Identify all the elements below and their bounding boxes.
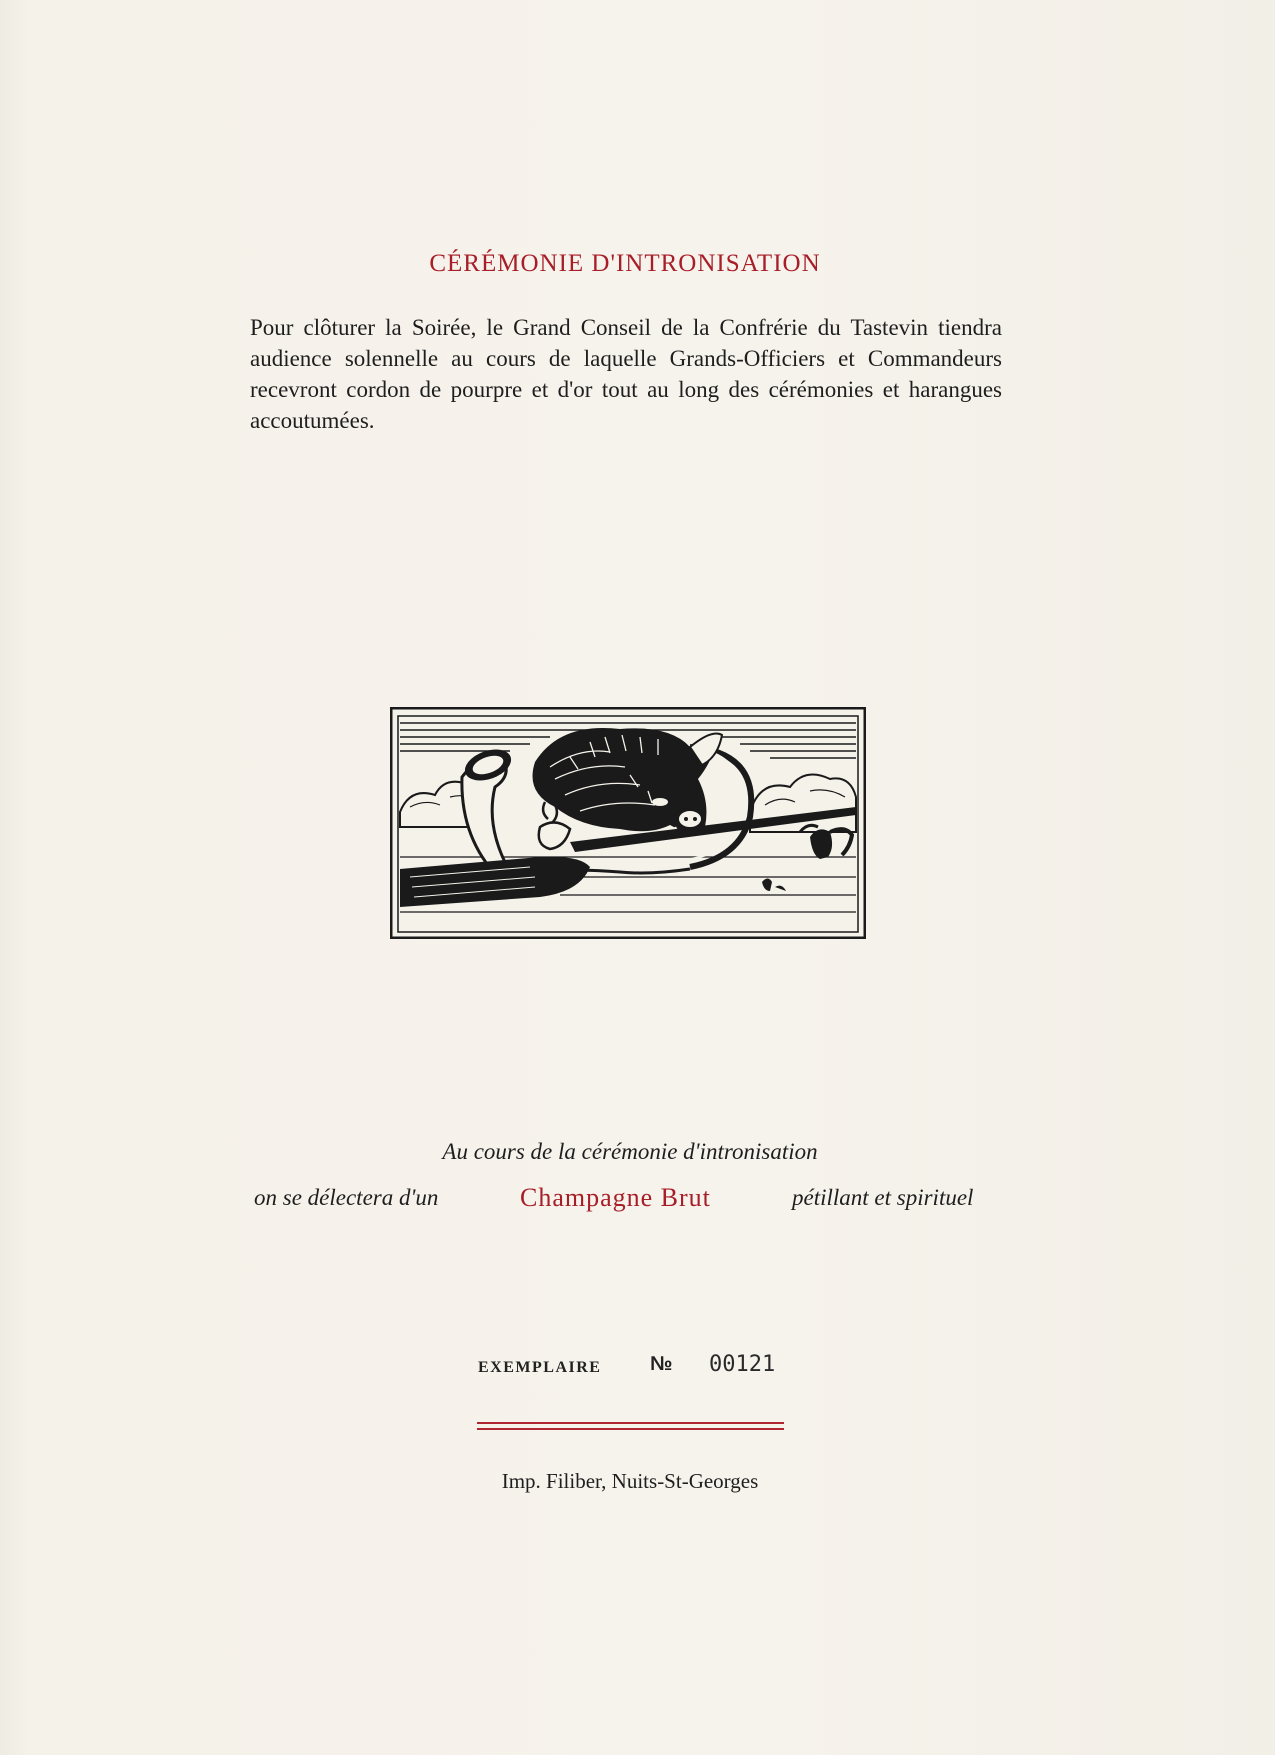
- page-title: CÉRÉMONIE D'INTRONISATION: [429, 250, 821, 277]
- exemplaire-label: EXEMPLAIRE: [478, 1359, 602, 1376]
- champagne-highlight: Champagne Brut: [520, 1183, 711, 1212]
- divider-rule-top: [477, 1422, 784, 1424]
- closing-line-2-left: on se délectera d'un: [254, 1185, 439, 1210]
- closing-line-2-right: pétillant et spirituel: [792, 1185, 974, 1210]
- closing-line-1: Au cours de la cérémonie d'intronisation: [442, 1139, 818, 1164]
- intro-paragraph: Pour clôturer la Soirée, le Grand Conseil de la Confrérie du Tastevin tiendra audience solennelle au cours de laquelle Grands-Officiers et Commandeurs recevront cordon de pourpre et d'or tout au long des cérémonies et harangues accoutumées.: [250, 315, 1002, 433]
- numero-symbol: №: [650, 1353, 673, 1375]
- printer-imprint: Imp. Filiber, Nuits-St-Georges: [501, 1469, 759, 1493]
- divider-rule-bottom: [477, 1428, 784, 1430]
- serial-number: 00121: [709, 1352, 776, 1377]
- woodcut-boar-illustration: [390, 707, 866, 939]
